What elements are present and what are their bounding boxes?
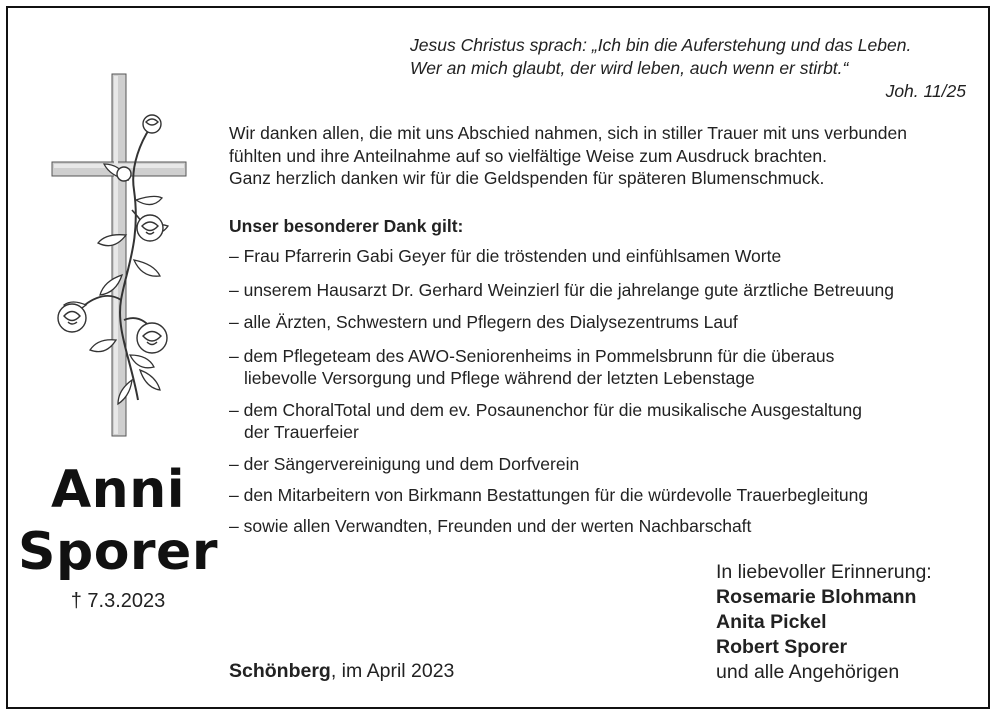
thanks-line: Ganz herzlich danken wir für die Geldspenden für späteren Blumenschmuck. (229, 168, 825, 188)
thanks-line: Wir danken allen, die mit uns Abschied nahmen, sich in stiller Trauer mit uns verbunden (229, 123, 907, 143)
quote-reference: Joh. 11/25 (885, 81, 966, 101)
list-item-text: – dem Pflegeteam des AWO-Seniorenheims in Pommelsbrunn für die überaus (229, 346, 835, 366)
list-item (229, 245, 781, 267)
list-item-text: der Trauerfeier (244, 422, 359, 442)
cross-with-roses-icon (46, 70, 196, 440)
list-item-text: – sowie allen Verwandten, Freunden und der werten Nachbarschaft (229, 516, 752, 536)
list-item-text: – unserem Hausarzt Dr. Gerhard Weinzierl für die jahrelange gute ärztliche Betreuung (229, 280, 895, 300)
place-name: Schönberg (229, 660, 331, 682)
special-thanks-heading: Unser besonderer Dank gilt: (229, 216, 464, 236)
bible-quote (410, 34, 966, 103)
deceased-first-name: Anni (50, 460, 186, 520)
date-text: , im April 2023 (330, 660, 455, 682)
list-item-text: liebevolle Versorgung und Pflege während der letzten Lebenstage (244, 368, 755, 388)
deceased-last-name: Sporer (18, 522, 218, 582)
list-item (229, 311, 738, 333)
list-item (229, 399, 862, 443)
list-item (229, 453, 579, 475)
list-item-text: – dem ChoralTotal und dem ev. Posaunenchor für die musikalische Ausgestaltung (229, 400, 862, 420)
thanks-line: fühlten und ihre Anteilnahme auf so vielfältige Weise zum Ausdruck brachten. (229, 145, 827, 166)
mourner-name: Rosemarie Blohmann (716, 586, 917, 608)
closing-outro: und alle Angehörigen (716, 661, 900, 683)
list-item (229, 515, 751, 537)
quote-line: Wer an mich glaubt, der wird leben, auch wenn er stirbt.“ (410, 58, 849, 78)
mourner-name: Robert Sporer (716, 636, 848, 658)
closing-block (716, 560, 932, 685)
death-date: † 7.3.2023 (70, 590, 166, 612)
place-date (229, 660, 454, 683)
list-item-text: – Frau Pfarrerin Gabi Geyer für die tröstenden und einfühlsamen Worte (229, 246, 782, 266)
list-item-text: – alle Ärzten, Schwestern und Pflegern des Dialysezentrums Lauf (229, 312, 738, 332)
quote-line: Jesus Christus sprach: „Ich bin die Auferstehung und das Leben. (410, 35, 912, 55)
closing-intro: In liebevoller Erinnerung: (716, 561, 932, 583)
list-item-text: – der Sängervereinigung und dem Dorfverein (229, 454, 580, 474)
list-item (229, 484, 868, 506)
mourner-name: Anita Pickel (716, 611, 827, 633)
list-item (229, 345, 834, 389)
list-item (229, 279, 894, 301)
thanks-paragraph (229, 122, 974, 190)
list-item-text: – den Mitarbeitern von Birkmann Bestattungen für die würdevolle Trauerbegleitung (229, 485, 869, 505)
